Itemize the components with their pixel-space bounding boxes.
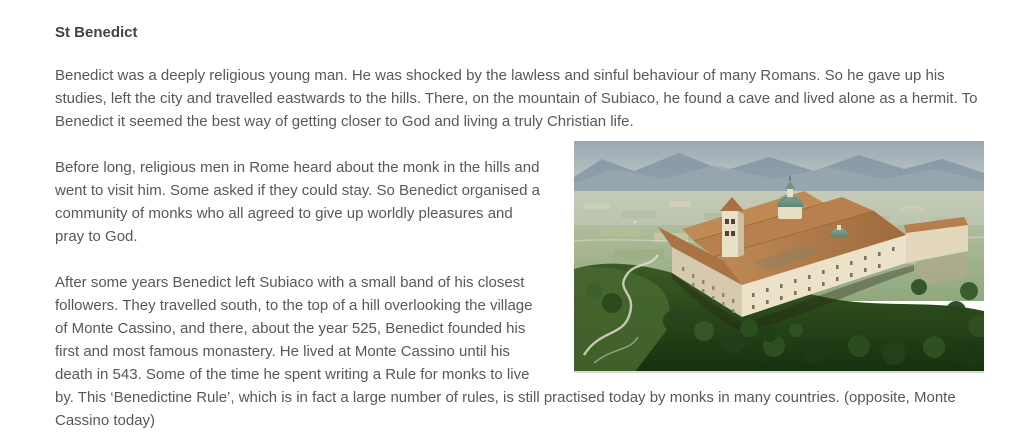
paragraph-monte-cassino: After some years Benedict left Subiaco with a small band of his closest followers. They travelled south, to the top of a hill overlooking the village of Monte Cassino, and there, about the year 525, Benedict founded his first and most famous monastery. He lived at Monte Cassino until his death in 543. Some of the time he spent writing a Rule for monks to live by. This ‘Benedictine Rule’, which is in fact a large number of rules, is still practised today by monks in many countries. (opposite, Monte Cassino today) bbox=[55, 274, 956, 429]
page-title: St Benedict bbox=[55, 24, 138, 41]
paragraph-subiaco-community: Before long, religious men in Rome heard about the monk in the hills and went to visit him. Some asked if they could stay. So Benedict organised a community of monks who all agreed to give up worldly pleasures and pray to God. bbox=[55, 159, 540, 245]
monte-cassino-photo bbox=[574, 141, 984, 373]
monte-cassino-photo-illustration bbox=[574, 141, 984, 373]
paragraph-intro: Benedict was a deeply religious young man. He was shocked by the lawless and sinful behaviour of many Romans. So he gave up his studies, left the city and travelled eastwards to the hills. There, on the mountain of Subiaco, he found a cave and lived alone as a hermit. To Benedict it seemed the best way of getting closer to God and living a truly Christian life. bbox=[55, 67, 978, 130]
photo-bottom-edge bbox=[574, 371, 984, 373]
